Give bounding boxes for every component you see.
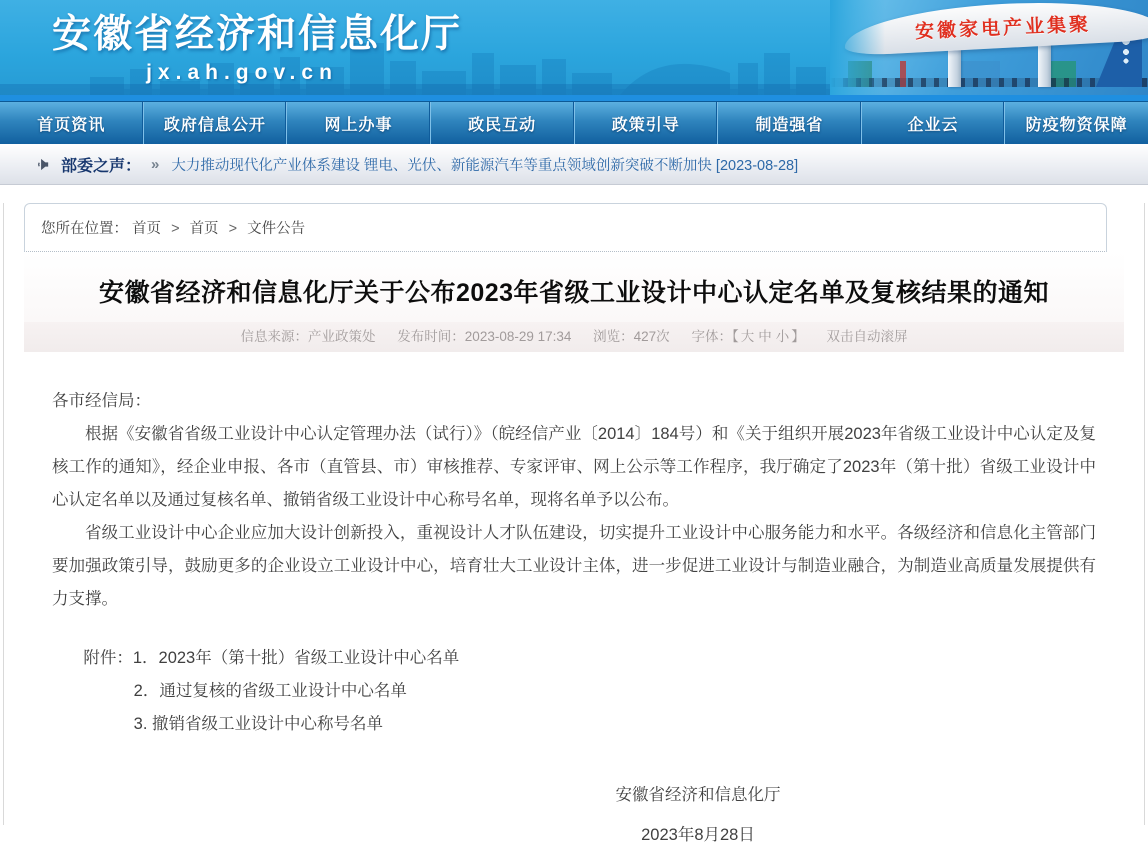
article-body bbox=[24, 352, 1124, 856]
attachments bbox=[83, 642, 1096, 741]
breadcrumb-file-notices[interactable]: 文件公告 bbox=[247, 221, 306, 237]
meta-font-label: 字体： bbox=[691, 329, 732, 344]
attachment-row-3 bbox=[83, 708, 1096, 741]
paragraph-1: 根据《安徽省省级工业设计中心认定管理办法（试行）》（皖经信产业〔2014〕184号）和《关于组织开展2023年省级工业设计中心认定及复核工作的通知》，经企业申报、各市（直管县、市）审核推荐、专家评审、网上公示等工作程序，我厅确定了2023年（第十批）省级工业设计中心认定名单以及通过复核名单、撤销省级工业设计中心称号名单，现将名单予以公布。 bbox=[52, 425, 1096, 509]
nav-item-enterprise-cloud[interactable]: 企业云 bbox=[861, 102, 1005, 144]
main-nav bbox=[0, 101, 1148, 144]
site-url: jx.ah.gov.cn bbox=[146, 60, 338, 84]
attachments-label: 附件： bbox=[83, 649, 133, 667]
signature-date: 2023年8月28日 bbox=[641, 826, 755, 845]
breadcrumb bbox=[24, 203, 1107, 252]
exhibition-arch-banner bbox=[843, 0, 1148, 56]
article bbox=[24, 252, 1124, 856]
site-header bbox=[0, 0, 1148, 101]
paragraph-2: 省级工业设计中心企业应加大设计创新投入，重视设计人才队伍建设，切实提升工业设计中心服务能力和水平。各级经济和信息化主管部门要加强政策引导，鼓励更多的企业设立工业设计中心，培育壮大工业设计主体，进一步促进工业设计与制造业融合，为制造业高质量发展提供有力支撑。 bbox=[52, 524, 1096, 608]
nav-item-public-interaction[interactable]: 政民互动 bbox=[430, 102, 574, 144]
meta-views bbox=[593, 329, 670, 344]
bracket-close: 】 bbox=[791, 329, 805, 344]
breadcrumb-separator: > bbox=[228, 221, 238, 237]
attachment-row-1 bbox=[83, 642, 1096, 675]
attachment-link-2[interactable]: 2．通过复核的省级工业设计中心名单 bbox=[133, 682, 407, 700]
nav-item-epidemic-supplies[interactable]: 防疫物资保障 bbox=[1004, 102, 1148, 144]
attachment-link-1[interactable]: 1．2023年（第十批）省级工业设计中心名单 bbox=[132, 649, 460, 667]
nav-item-gov-info[interactable]: 政府信息公开 bbox=[143, 102, 287, 144]
notice-headline-link[interactable]: 大力推动现代化产业体系建设 锂电、光伏、新能源汽车等重点领域创新突破不断加快 [2023-08-28] bbox=[171, 157, 799, 174]
meta-source-value: 产业政策处 bbox=[308, 329, 376, 344]
nav-item-online-services[interactable]: 网上办事 bbox=[286, 102, 430, 144]
attachment-link-3[interactable]: 3. 撤销省级工业设计中心称号名单 bbox=[133, 715, 384, 733]
font-size-medium-button[interactable]: 中 bbox=[758, 329, 772, 344]
breadcrumb-home[interactable]: 首页 bbox=[132, 221, 162, 237]
article-head bbox=[24, 252, 1124, 352]
nav-item-home-news[interactable]: 首页资讯 bbox=[37, 116, 106, 134]
nav-item-policy-guidance[interactable]: 政策引导 bbox=[574, 102, 718, 144]
header-bottom-strip bbox=[0, 95, 1148, 101]
article-title: 安徽省经济和信息化厅关于公布2023年省级工业设计中心认定名单及复核结果的通知 bbox=[98, 279, 1050, 307]
site-logo[interactable] bbox=[52, 12, 463, 85]
nav-item-manufacturing[interactable]: 制造强省 bbox=[717, 102, 861, 144]
font-size-small-button[interactable]: 小 bbox=[775, 329, 790, 344]
attachment-row-2 bbox=[83, 675, 1096, 708]
meta-source bbox=[241, 329, 376, 344]
header-banner-photo bbox=[830, 0, 1148, 95]
meta-publish-time bbox=[397, 329, 571, 344]
article-meta-bar bbox=[24, 322, 1124, 352]
meta-font-control bbox=[691, 329, 804, 344]
breadcrumb-separator: > bbox=[171, 221, 180, 237]
signature-block bbox=[538, 775, 858, 856]
autoscroll-hint[interactable]: 双击自动滚屏 bbox=[826, 329, 908, 344]
signature-org: 安徽省经济和信息化厅 bbox=[615, 786, 781, 804]
site-title: 安徽省经济和信息化厅 bbox=[52, 13, 463, 56]
meta-time-label: 发布时间： bbox=[397, 329, 465, 344]
breadcrumb-home-2[interactable]: 首页 bbox=[189, 221, 219, 237]
meta-views-value: 427次 bbox=[633, 329, 670, 344]
speaker-icon bbox=[34, 156, 51, 173]
meta-source-label: 信息来源： bbox=[240, 329, 309, 344]
meta-views-label: 浏览： bbox=[593, 329, 634, 344]
notice-section-label: 部委之声： bbox=[61, 157, 142, 175]
banner-text: 安徽家电产业集聚 bbox=[914, 13, 1092, 43]
bracket-open: 【 bbox=[731, 329, 739, 344]
page-container bbox=[3, 203, 1145, 845]
font-size-large-button[interactable]: 大 bbox=[740, 329, 755, 344]
breadcrumb-label: 您所在位置： bbox=[41, 221, 128, 237]
meta-time-value: 2023-08-29 17:34 bbox=[464, 329, 572, 344]
chevron-right-icon: » bbox=[151, 155, 160, 173]
salutation: 各市经信局： bbox=[52, 392, 151, 410]
notice-ticker-bar bbox=[0, 144, 1148, 185]
